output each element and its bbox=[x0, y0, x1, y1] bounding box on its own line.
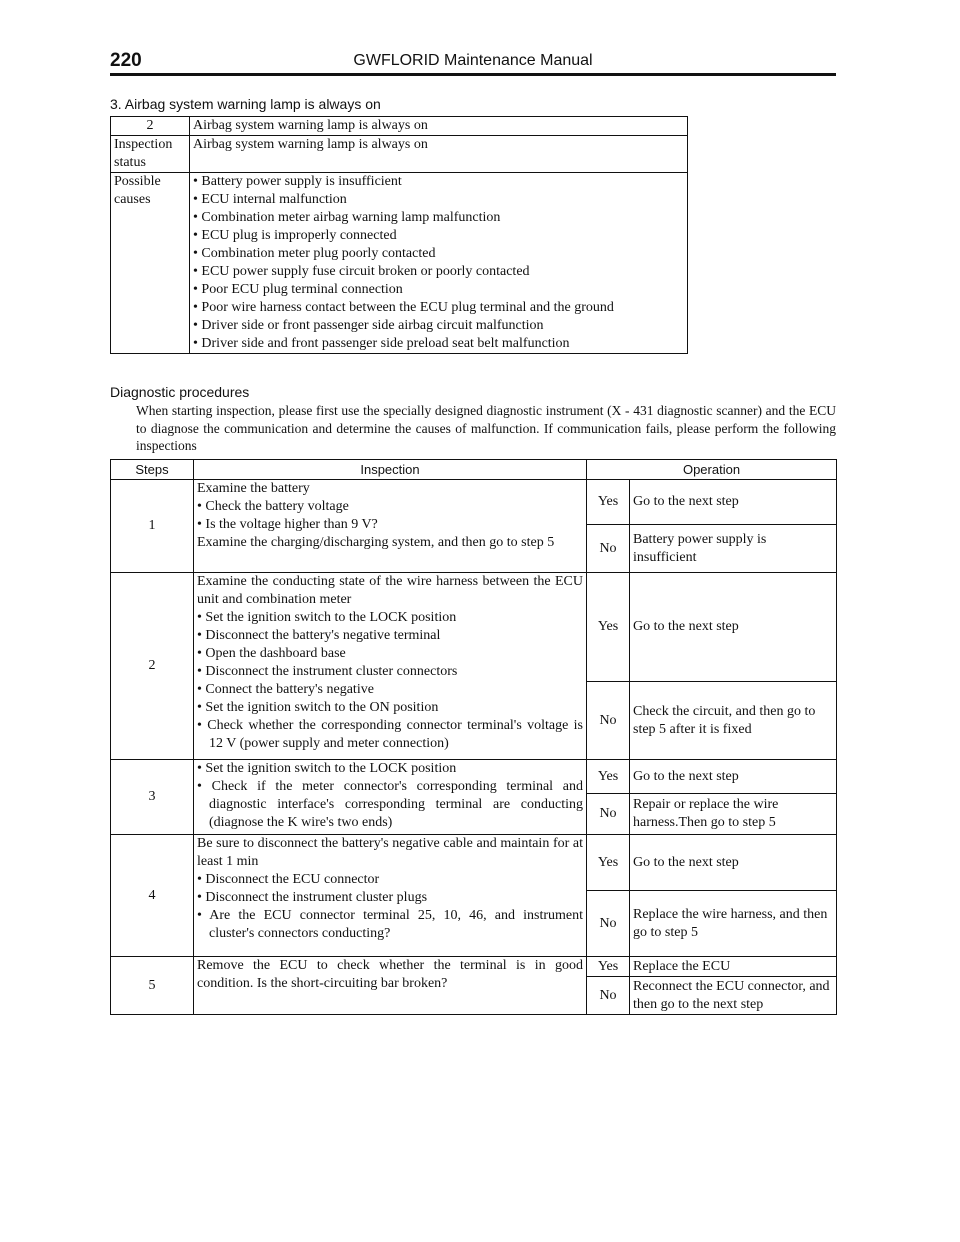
possible-causes-list bbox=[190, 173, 688, 354]
cause-item: • Driver side and front passenger side preload seat belt malfunction bbox=[193, 336, 570, 351]
inspection-line: Examine the battery bbox=[197, 481, 310, 496]
cause-item: • Driver side or front passenger side airbag circuit malfunction bbox=[193, 318, 544, 333]
cause-item: • ECU internal malfunction bbox=[193, 192, 347, 207]
inspection-line: • Check whether the corresponding connector terminal's voltage is 12 V (power supply and meter connection) bbox=[197, 718, 583, 751]
no-label: No bbox=[587, 977, 630, 1015]
inspection-header: Inspection bbox=[194, 460, 587, 480]
inspection-line: • Disconnect the battery's negative terminal bbox=[197, 628, 441, 643]
section-title: 3. Airbag system warning lamp is always on bbox=[110, 96, 381, 112]
inspection-line: • Disconnect the instrument cluster connectors bbox=[197, 664, 458, 679]
yes-label: Yes bbox=[587, 480, 630, 525]
cause-item: • Combination meter airbag warning lamp malfunction bbox=[193, 210, 501, 225]
inspection-line: • Check if the meter connector's corresponding terminal and diagnostic interface's corresponding terminal are conducting (diagnose the K wire's two ends) bbox=[197, 779, 583, 830]
inspection-line: • Are the ECU connector terminal 25, 10, 46, and instrument cluster's connectors conducting? bbox=[197, 908, 583, 941]
fault-code: 2 bbox=[111, 117, 190, 136]
steps-table bbox=[110, 459, 837, 1015]
no-operation: Check the circuit, and then go to step 5 after it is fixed bbox=[630, 682, 837, 760]
operation-header: Operation bbox=[587, 460, 837, 480]
header-rule bbox=[110, 73, 836, 76]
yes-label: Yes bbox=[587, 957, 630, 977]
steps-header: Steps bbox=[111, 460, 194, 480]
cause-item: • Battery power supply is insufficient bbox=[193, 174, 402, 189]
step-number: 5 bbox=[111, 957, 194, 1015]
diagnostic-intro: When starting inspection, please first use the specially designed diagnostic instrument (X - 431 diagnostic scanner) and the ECU to diagnose the communication and determine the causes of malfunction. If communication fails, please perform the following inspections bbox=[136, 403, 836, 453]
no-label: No bbox=[587, 794, 630, 835]
yes-label: Yes bbox=[587, 573, 630, 682]
yes-label: Yes bbox=[587, 760, 630, 794]
cause-item: • Poor wire harness contact between the ECU plug terminal and the ground bbox=[193, 300, 614, 315]
step-inspection bbox=[194, 480, 587, 573]
cause-item: • ECU plug is improperly connected bbox=[193, 228, 397, 243]
fault-table bbox=[110, 116, 688, 354]
step-row bbox=[111, 573, 837, 682]
inspection-line: • Connect the battery's negative bbox=[197, 682, 374, 697]
possible-causes-label: Possible causes bbox=[111, 173, 190, 354]
inspection-line: • Check the battery voltage bbox=[197, 499, 349, 514]
page-number: 220 bbox=[110, 50, 142, 71]
fault-code-description: Airbag system warning lamp is always on bbox=[190, 117, 688, 136]
step-inspection bbox=[194, 760, 587, 835]
possible-causes-row bbox=[111, 173, 688, 354]
step-inspection bbox=[194, 957, 587, 1015]
inspection-status-value: Airbag system warning lamp is always on bbox=[190, 136, 688, 173]
no-label: No bbox=[587, 525, 630, 573]
inspection-line: Examine the charging/discharging system, and then go to step 5 bbox=[197, 535, 555, 550]
yes-operation: Go to the next step bbox=[630, 760, 837, 794]
step-row bbox=[111, 835, 837, 891]
step-number: 3 bbox=[111, 760, 194, 835]
step-inspection bbox=[194, 573, 587, 760]
step-row bbox=[111, 760, 837, 794]
yes-operation: Replace the ECU bbox=[630, 957, 837, 977]
no-operation: Replace the wire harness, and then go to step 5 bbox=[630, 891, 837, 957]
inspection-line: • Set the ignition switch to the LOCK position bbox=[197, 761, 457, 776]
inspection-status-label: Inspection status bbox=[111, 136, 190, 173]
step-number: 2 bbox=[111, 573, 194, 760]
inspection-line: Examine the conducting state of the wire harness between the ECU unit and combination meter bbox=[197, 574, 583, 607]
diagnostic-procedures-title: Diagnostic procedures bbox=[110, 384, 250, 400]
yes-operation: Go to the next step bbox=[630, 480, 837, 525]
inspection-status-row bbox=[111, 136, 688, 173]
step-number: 4 bbox=[111, 835, 194, 957]
no-label: No bbox=[587, 891, 630, 957]
inspection-line: • Open the dashboard base bbox=[197, 646, 346, 661]
no-operation: Repair or replace the wire harness.Then go to step 5 bbox=[630, 794, 837, 835]
inspection-line: • Disconnect the ECU connector bbox=[197, 872, 380, 887]
steps-header-row bbox=[111, 460, 837, 480]
inspection-line: • Disconnect the instrument cluster plugs bbox=[197, 890, 428, 905]
no-operation: Reconnect the ECU connector, and then go to the next step bbox=[630, 977, 837, 1015]
yes-operation: Go to the next step bbox=[630, 573, 837, 682]
page-header bbox=[110, 50, 836, 74]
inspection-line: • Set the ignition switch to the LOCK position bbox=[197, 610, 457, 625]
inspection-line: • Set the ignition switch to the ON position bbox=[197, 700, 439, 715]
no-operation: Battery power supply is insufficient bbox=[630, 525, 837, 573]
cause-item: • Poor ECU plug terminal connection bbox=[193, 282, 403, 297]
fault-code-row bbox=[111, 117, 688, 136]
yes-operation: Go to the next step bbox=[630, 835, 837, 891]
inspection-line: • Is the voltage higher than 9 V? bbox=[197, 517, 378, 532]
yes-label: Yes bbox=[587, 835, 630, 891]
step-row bbox=[111, 480, 837, 525]
inspection-line: Remove the ECU to check whether the terminal is in good condition. Is the short-circuiting bar broken? bbox=[197, 958, 583, 991]
inspection-line: Be sure to disconnect the battery's negative cable and maintain for at least 1 min bbox=[197, 836, 583, 869]
step-row bbox=[111, 957, 837, 977]
cause-item: • ECU power supply fuse circuit broken or poorly contacted bbox=[193, 264, 530, 279]
cause-item: • Combination meter plug poorly contacted bbox=[193, 246, 436, 261]
manual-title: GWFLORID Maintenance Manual bbox=[353, 52, 593, 69]
step-number: 1 bbox=[111, 480, 194, 573]
step-inspection bbox=[194, 835, 587, 957]
no-label: No bbox=[587, 682, 630, 760]
